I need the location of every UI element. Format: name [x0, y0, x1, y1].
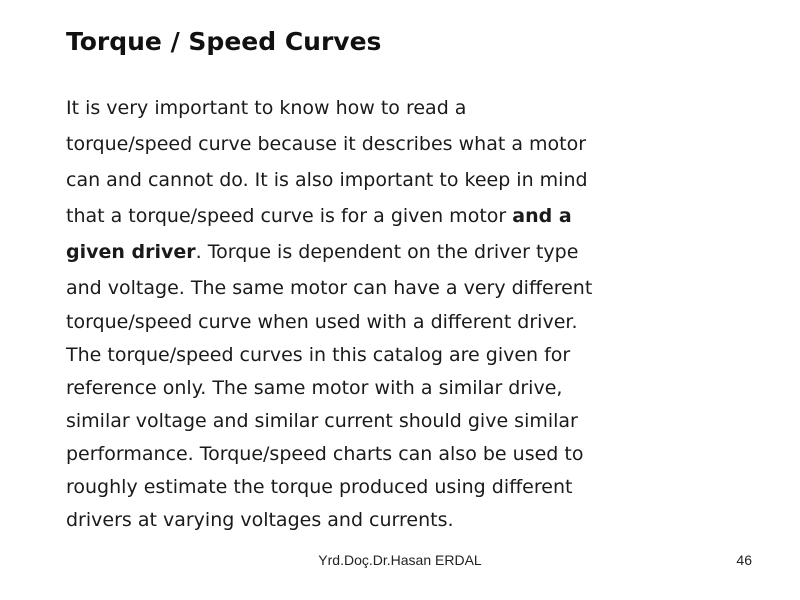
paragraph-line: can and cannot do. It is also important to keep in mind: [66, 169, 588, 191]
footer-author: Yrd.Doç.Dr.Hasan ERDAL: [318, 552, 482, 568]
bold-emphasis: given driver: [66, 241, 196, 263]
line-text: . Torque is dependent on the driver type: [195, 241, 579, 263]
paragraph-line: [66, 234, 746, 270]
paragraph-line: drivers at varying voltages and currents.: [66, 509, 454, 531]
paragraph-line: It is very important to know how to read a: [66, 97, 467, 119]
slide-title: Torque / Speed Curves: [66, 27, 382, 56]
paragraph-line: roughly estimate the torque produced using different: [66, 476, 573, 498]
paragraph-line: reference only. The same motor with a similar drive,: [66, 377, 563, 399]
paragraph-line: similar voltage and similar current should give similar: [66, 410, 578, 432]
paragraph-line: performance. Torque/speed charts can also be used to: [66, 443, 584, 465]
body-paragraph: [66, 90, 746, 537]
paragraph-line: torque/speed curve because it describes what a motor: [66, 133, 587, 155]
paragraph-line: The torque/speed curves in this catalog are given for: [66, 344, 571, 366]
paragraph-line: torque/speed curve when used with a different driver.: [66, 311, 578, 333]
paragraph-line: and voltage. The same motor can have a very different: [66, 277, 593, 299]
bold-emphasis: and a: [512, 205, 572, 227]
paragraph-line: [66, 198, 746, 234]
line-text: that a torque/speed curve is for a given motor: [66, 205, 513, 227]
page-number: 46: [736, 552, 752, 568]
